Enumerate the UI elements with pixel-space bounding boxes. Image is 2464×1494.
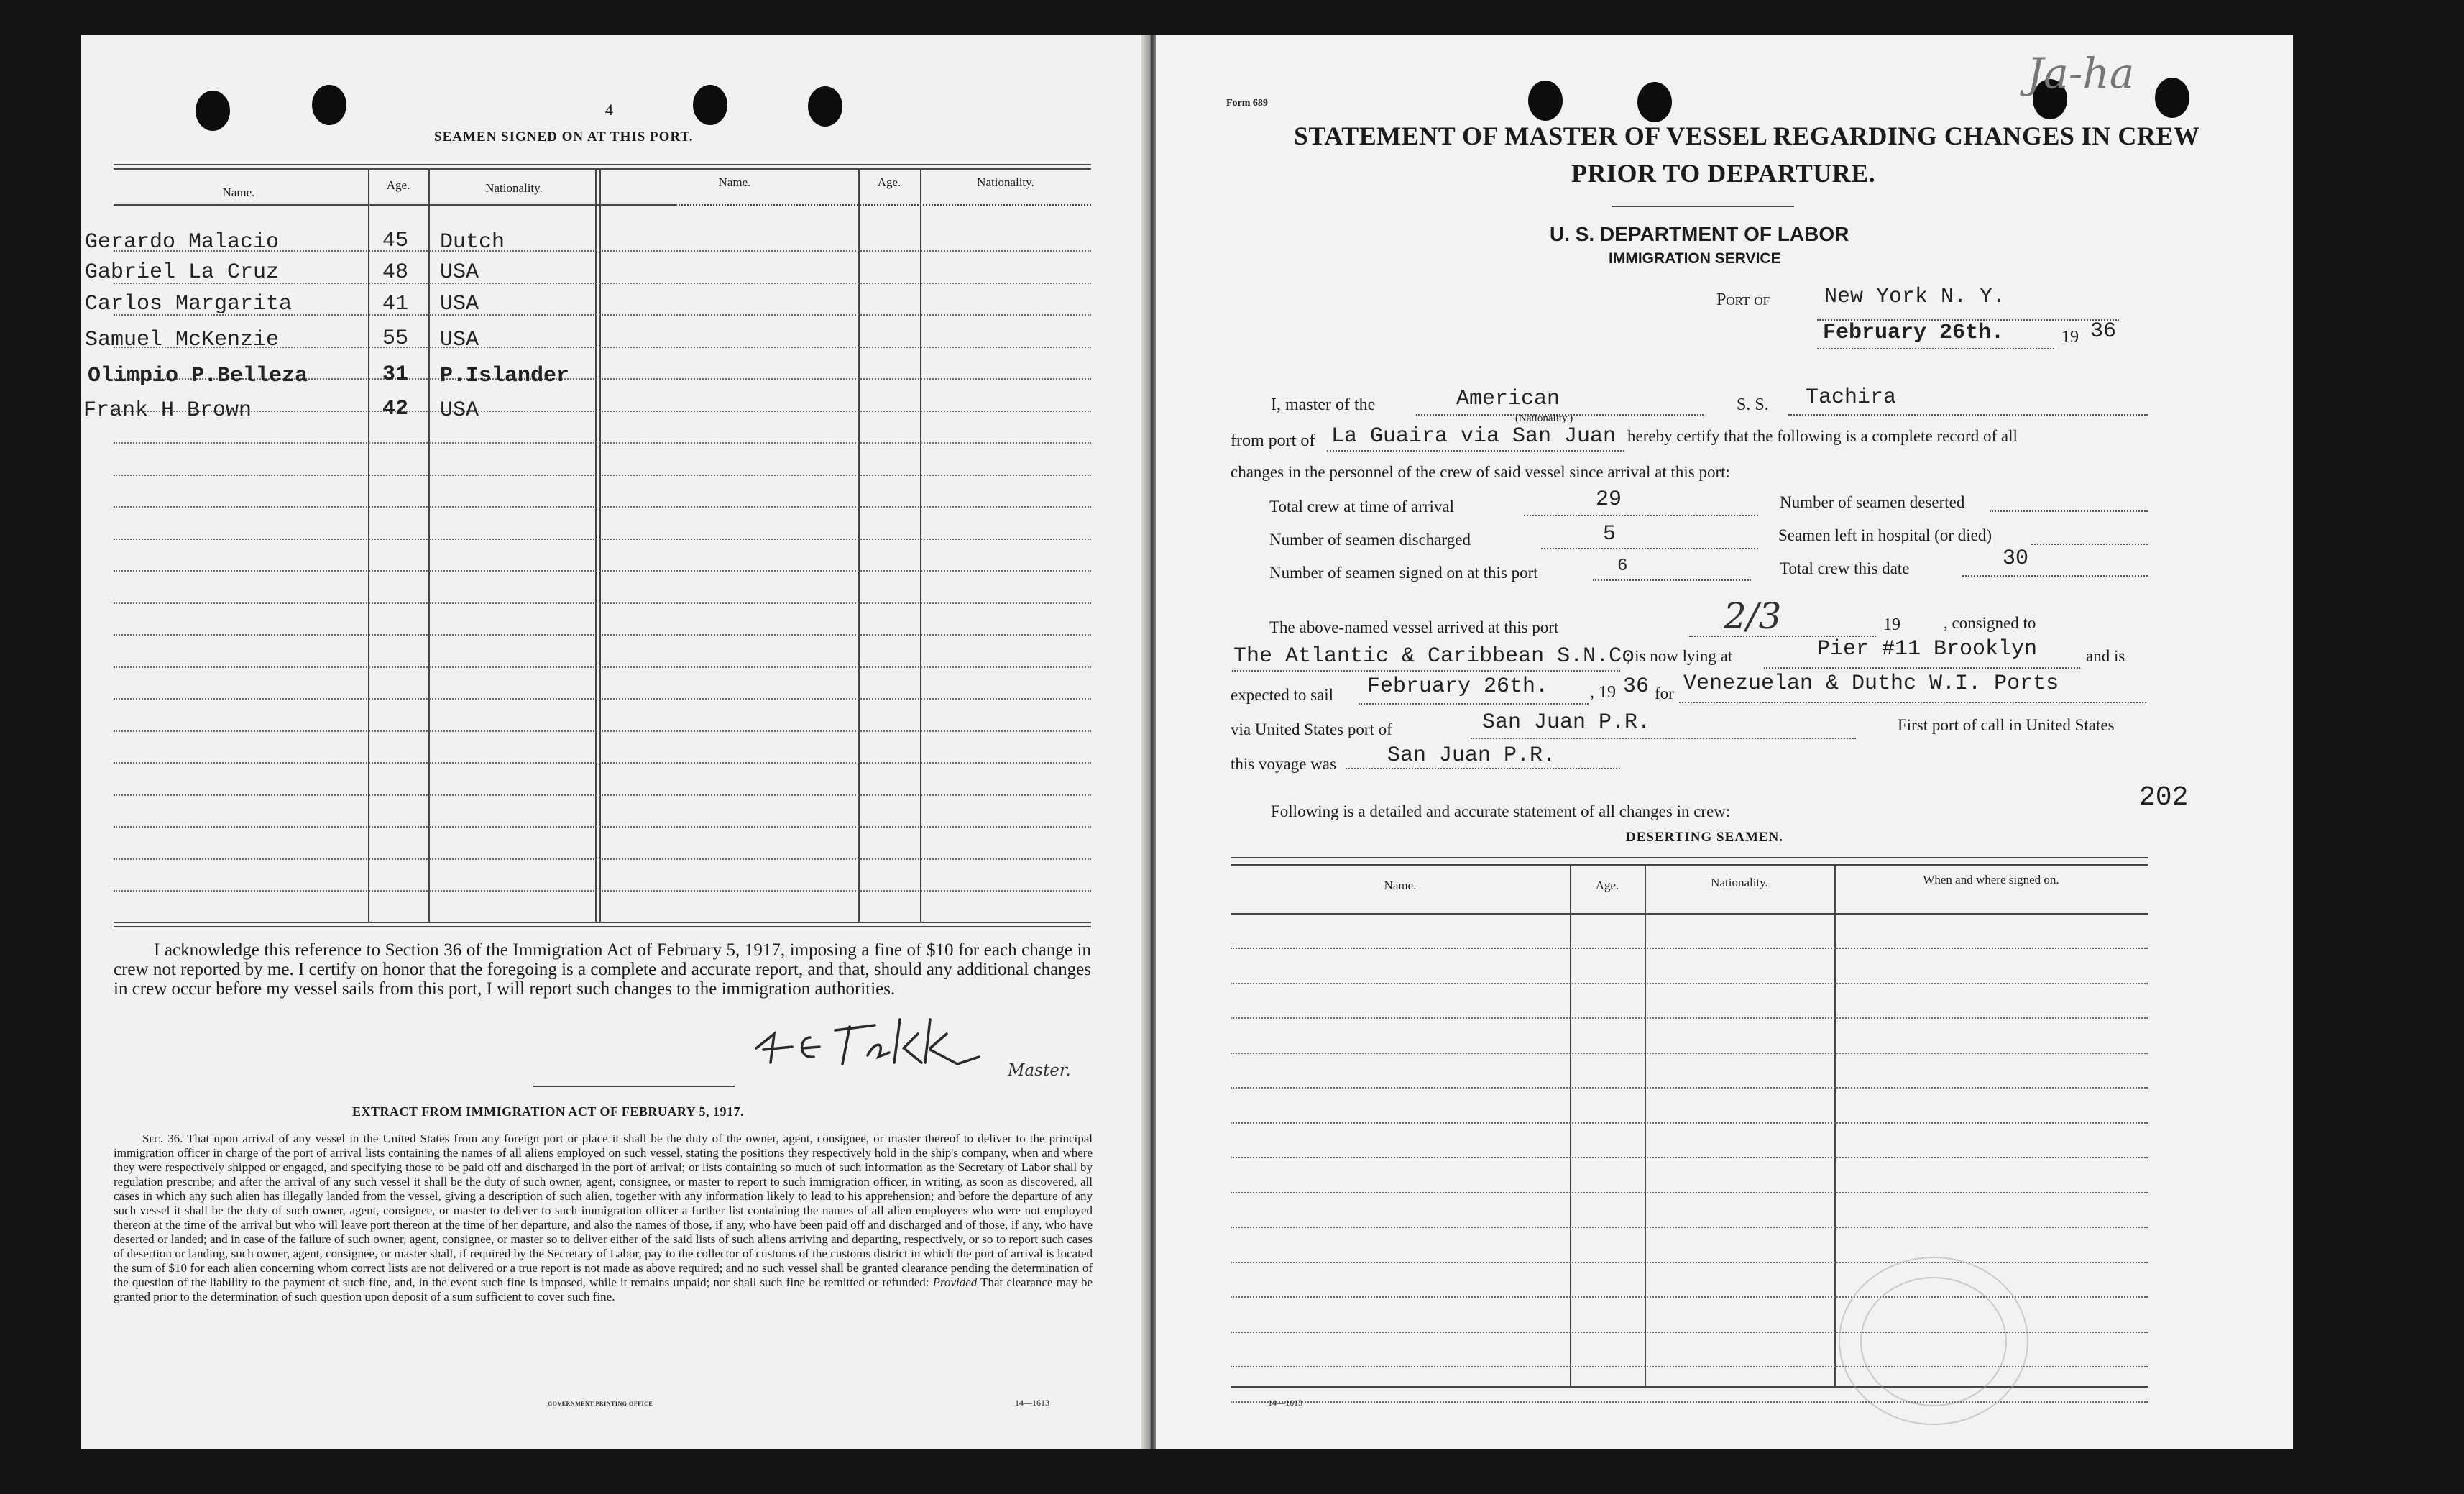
- punch-hole: [808, 86, 842, 127]
- arrived-label: The above-named vessel arrived at this port: [1269, 618, 1559, 636]
- table-row-line: [114, 794, 1091, 796]
- table-row-line: [1231, 948, 2148, 949]
- row-nationality: USA: [440, 328, 479, 352]
- table-row-line: [1231, 1053, 2148, 1054]
- via-value: San Juan P.R.: [1482, 710, 1651, 735]
- row-nationality: P.Islander: [440, 364, 570, 388]
- table-row-line: [114, 442, 1091, 444]
- signed-on-value: 6: [1617, 556, 1628, 576]
- table-row-line: [114, 826, 1091, 828]
- sail-year-prefix: , 19: [1590, 683, 1616, 702]
- sail-year-value: 36: [1623, 674, 1650, 699]
- row-name: Gabriel La Cruz: [85, 260, 280, 285]
- total-crew-date-label: Total crew this date: [1780, 559, 1910, 577]
- table-row-line: [1231, 1017, 2148, 1019]
- row-name: Gerardo Malacio: [85, 230, 280, 255]
- nationality-value: American: [1456, 387, 1560, 411]
- table-row-line: [114, 411, 1091, 412]
- table-row-line: [114, 570, 1091, 572]
- table-row-line: [1231, 1192, 2148, 1193]
- acknowledgment-text: I acknowledge this reference to Section 36 of the Immigration Act of February 5, 1917, imposing a fine of $10 for each change in crew not reported by me. I certify on honor that the foregoing is a complete and accurate report, and that, should any additional changes in crew occur before my vessel sails from this port, I will report such changes to the immigration authorities.: [114, 940, 1091, 999]
- from-port-value: La Guaira via San Juan: [1331, 424, 1617, 449]
- row-nationality: USA: [440, 260, 479, 285]
- consigned-label: , consigned to: [1944, 614, 2036, 632]
- row-age: 55: [382, 326, 409, 351]
- row-age: 48: [382, 260, 409, 285]
- port-value: New York N. Y.: [1824, 285, 2006, 309]
- row-name: Samuel McKenzie: [85, 328, 280, 352]
- from-port-label: from port of: [1231, 431, 1315, 450]
- deserting-col-age: Age.: [1595, 879, 1619, 892]
- voyage-label: this voyage was: [1231, 755, 1336, 773]
- year-value: 36: [2090, 319, 2117, 344]
- master-of-label: I, master of the: [1271, 395, 1376, 414]
- row-nationality: USA: [440, 398, 479, 423]
- table-row-line: [1231, 1122, 2148, 1124]
- first-port-label: First port of call in United States: [1898, 716, 2115, 734]
- table-row-line: [114, 666, 1091, 668]
- form-title-line2: PRIOR TO DEPARTURE.: [1571, 159, 1876, 188]
- col-header-name: Name.: [222, 185, 255, 199]
- col-header-nationality: Nationality.: [485, 181, 543, 195]
- deserting-col-when-where: When and where signed on.: [1923, 873, 2059, 886]
- via-label: via United States port of: [1231, 720, 1392, 738]
- table-row-line: [114, 730, 1091, 732]
- row-name: Frank H Brown: [83, 398, 252, 423]
- row-age: 45: [382, 229, 409, 253]
- punch-hole: [693, 85, 727, 125]
- form-code: 14—1613: [1015, 1398, 1049, 1408]
- table-row-line: [114, 762, 1091, 764]
- sail-date-value: February 26th.: [1367, 674, 1549, 699]
- extract-text: Sec. 36. That upon arrival of any vessel in the United States from any foreign port or place it shall be the duty of the owner, agent, consignee, or master thereof to deliver to the principal immigration officer in charge of the port of arrival lists containing the names of all aliens employed on such vessel, stating the positions they respectively hold in the ship's company, when and where they were respectively shipped or engaged, and specifying those to be paid off and discharged in the port of arrival; or lists containing so much of such information as the Secretary of Labor shall by regulation prescribe; and after the arrival of any such vessel it shall be the duty of such owner, agent, consignee, or master to report to such immigration officer, in writing, as soon as discovered, all cases in which any such alien has illegally landed from the vessel, giving a description of such alien, together with any information likely to lead to his apprehension; and before the departure of any such vessel it shall be the duty of such owner, agent, consignee, or master to deliver to such immigration officer a further list containing the names of all alien employees who were not employed thereon at the time of the arrival but who will leave port thereon at the time of her departure, and also the names of those, if any, who have been paid off and discharged and of those, if any, who have deserted or landed; and in case of the failure of such owner, agent, consignee, or master so to deliver either of the said lists of such aliens arriving and departing, respectively, or so to report such cases of desertion or landing, such owner, agent, consignee, or master shall, if required by the Secretary of Labor, pay to the collector of customs of the customs district in which the port of arrival is located the sum of $10 for each alien concerning whom correct lists are not delivered or a true report is not made as above required; and no such vessel shall be granted clearance pending the determination of the question of the liability to the payment of such fine, and, in the event such fine is imposed, while it remains unpaid; nor shall such fine be remitted or refunded: Provided That clearance may be granted prior to the determination of such question upon deposit of a sum sufficient to cover such fine.: [114, 1132, 1093, 1303]
- certify-text: hereby certify that the following is a complete record of all: [1627, 427, 2018, 445]
- table-row-line: [1231, 983, 2148, 984]
- discharged-value: 5: [1603, 522, 1617, 546]
- punch-hole: [196, 91, 230, 131]
- punch-hole: [1528, 81, 1563, 121]
- port-label: Port of: [1716, 290, 1770, 309]
- printing-office: GOVERNMENT PRINTING OFFICE: [548, 1401, 653, 1407]
- extract-title: EXTRACT FROM IMMIGRATION ACT OF FEBRUARY 5, 1917.: [352, 1104, 745, 1119]
- table-row-line: [1231, 1262, 2148, 1263]
- table-row-line: [114, 475, 1091, 476]
- row-name: Olimpio P.Belleza: [88, 364, 308, 388]
- deserting-col-nationality: Nationality.: [1711, 876, 1768, 889]
- for-label: for: [1655, 684, 1674, 702]
- table-row-line: [1231, 1227, 2148, 1228]
- right-page: [1156, 35, 2293, 1449]
- arrived-year: 19: [1883, 615, 1900, 634]
- row-nationality: Dutch: [440, 230, 505, 255]
- table-row-line: [1231, 1401, 2148, 1403]
- row-nationality: USA: [440, 292, 479, 316]
- receipt-stamp: [1860, 1277, 2007, 1406]
- deserting-title: DESERTING SEAMEN.: [1626, 830, 1784, 845]
- deserted-label: Number of seamen deserted: [1780, 493, 1965, 511]
- corner-note: Ja-ha: [2027, 49, 2135, 98]
- page-number: 4: [605, 101, 613, 119]
- ship-name: Tachira: [1806, 385, 1897, 410]
- lying-at-label: ; is now lying at: [1626, 647, 1733, 665]
- col-header-nationality-2: Nationality.: [977, 175, 1034, 189]
- pier-value: Pier #11 Brooklyn: [1817, 637, 2038, 661]
- col-header-age-2: Age.: [877, 175, 901, 189]
- punch-hole: [2155, 78, 2189, 118]
- master-signature: [742, 1005, 1001, 1077]
- voyage-value: San Juan P.R.: [1387, 743, 1556, 768]
- total-crew-arrival-value: 29: [1596, 487, 1622, 512]
- section-title: SEAMEN SIGNED ON AT THIS PORT.: [434, 129, 694, 145]
- deserting-col-name: Name.: [1384, 879, 1417, 892]
- table-row-line: [114, 634, 1091, 636]
- table-row-line: [114, 539, 1091, 540]
- row-age: 41: [382, 292, 409, 316]
- hospital-label: Seamen left in hospital (or died): [1778, 526, 1992, 544]
- row-age: 42: [382, 397, 409, 421]
- col-header-name-2: Name.: [718, 175, 751, 189]
- punch-hole: [1637, 82, 1672, 122]
- consignee-value: The Atlantic & Caribbean S.N.Co: [1233, 644, 1635, 669]
- changes-text: changes in the personnel of the crew of said vessel since arrival at this port:: [1231, 463, 1730, 481]
- table-row-line: [114, 890, 1091, 892]
- table-row-line: [114, 698, 1091, 700]
- left-page: [81, 35, 1144, 1449]
- discharged-label: Number of seamen discharged: [1269, 531, 1471, 549]
- nationality-caption: (Nationality.): [1515, 413, 1573, 424]
- table-row-line: [114, 858, 1091, 860]
- table-row-line: [1231, 1087, 2148, 1089]
- form-code: 14—1613: [1268, 1398, 1302, 1408]
- row-name: Carlos Margarita: [85, 292, 293, 316]
- date-value: February 26th.: [1823, 321, 2005, 345]
- service-name: IMMIGRATION SERVICE: [1609, 250, 1781, 267]
- row-age: 31: [382, 362, 409, 387]
- expected-label: expected to sail: [1231, 686, 1334, 704]
- col-header-age: Age.: [386, 178, 410, 192]
- form-title-line1: STATEMENT OF MASTER OF VESSEL REGARDING CHANGES IN CREW: [1294, 122, 2200, 150]
- department-name: U. S. DEPARTMENT OF LABOR: [1550, 223, 1849, 245]
- page-mark: 202: [2139, 782, 2189, 813]
- ss-label: S. S.: [1737, 395, 1769, 414]
- table-row-line: [114, 602, 1091, 604]
- total-crew-date-value: 30: [2003, 546, 2029, 571]
- signed-on-label: Number of seamen signed on at this port: [1269, 564, 1538, 582]
- table-row-line: [1231, 1157, 2148, 1158]
- punch-hole: [312, 85, 346, 125]
- total-crew-arrival-label: Total crew at time of arrival: [1269, 498, 1455, 515]
- master-label: Master.: [1008, 1061, 1071, 1080]
- destination-value: Venezuelan & Duthc W.I. Ports: [1683, 672, 2059, 696]
- following-text: Following is a detailed and accurate statement of all changes in crew:: [1271, 802, 1731, 820]
- and-is-label: and is: [2086, 647, 2125, 665]
- year-prefix: 19: [2061, 328, 2079, 347]
- table-row-line: [114, 506, 1091, 508]
- form-number: Form 689: [1226, 98, 1268, 109]
- arrived-value: 2/3: [1724, 595, 1782, 637]
